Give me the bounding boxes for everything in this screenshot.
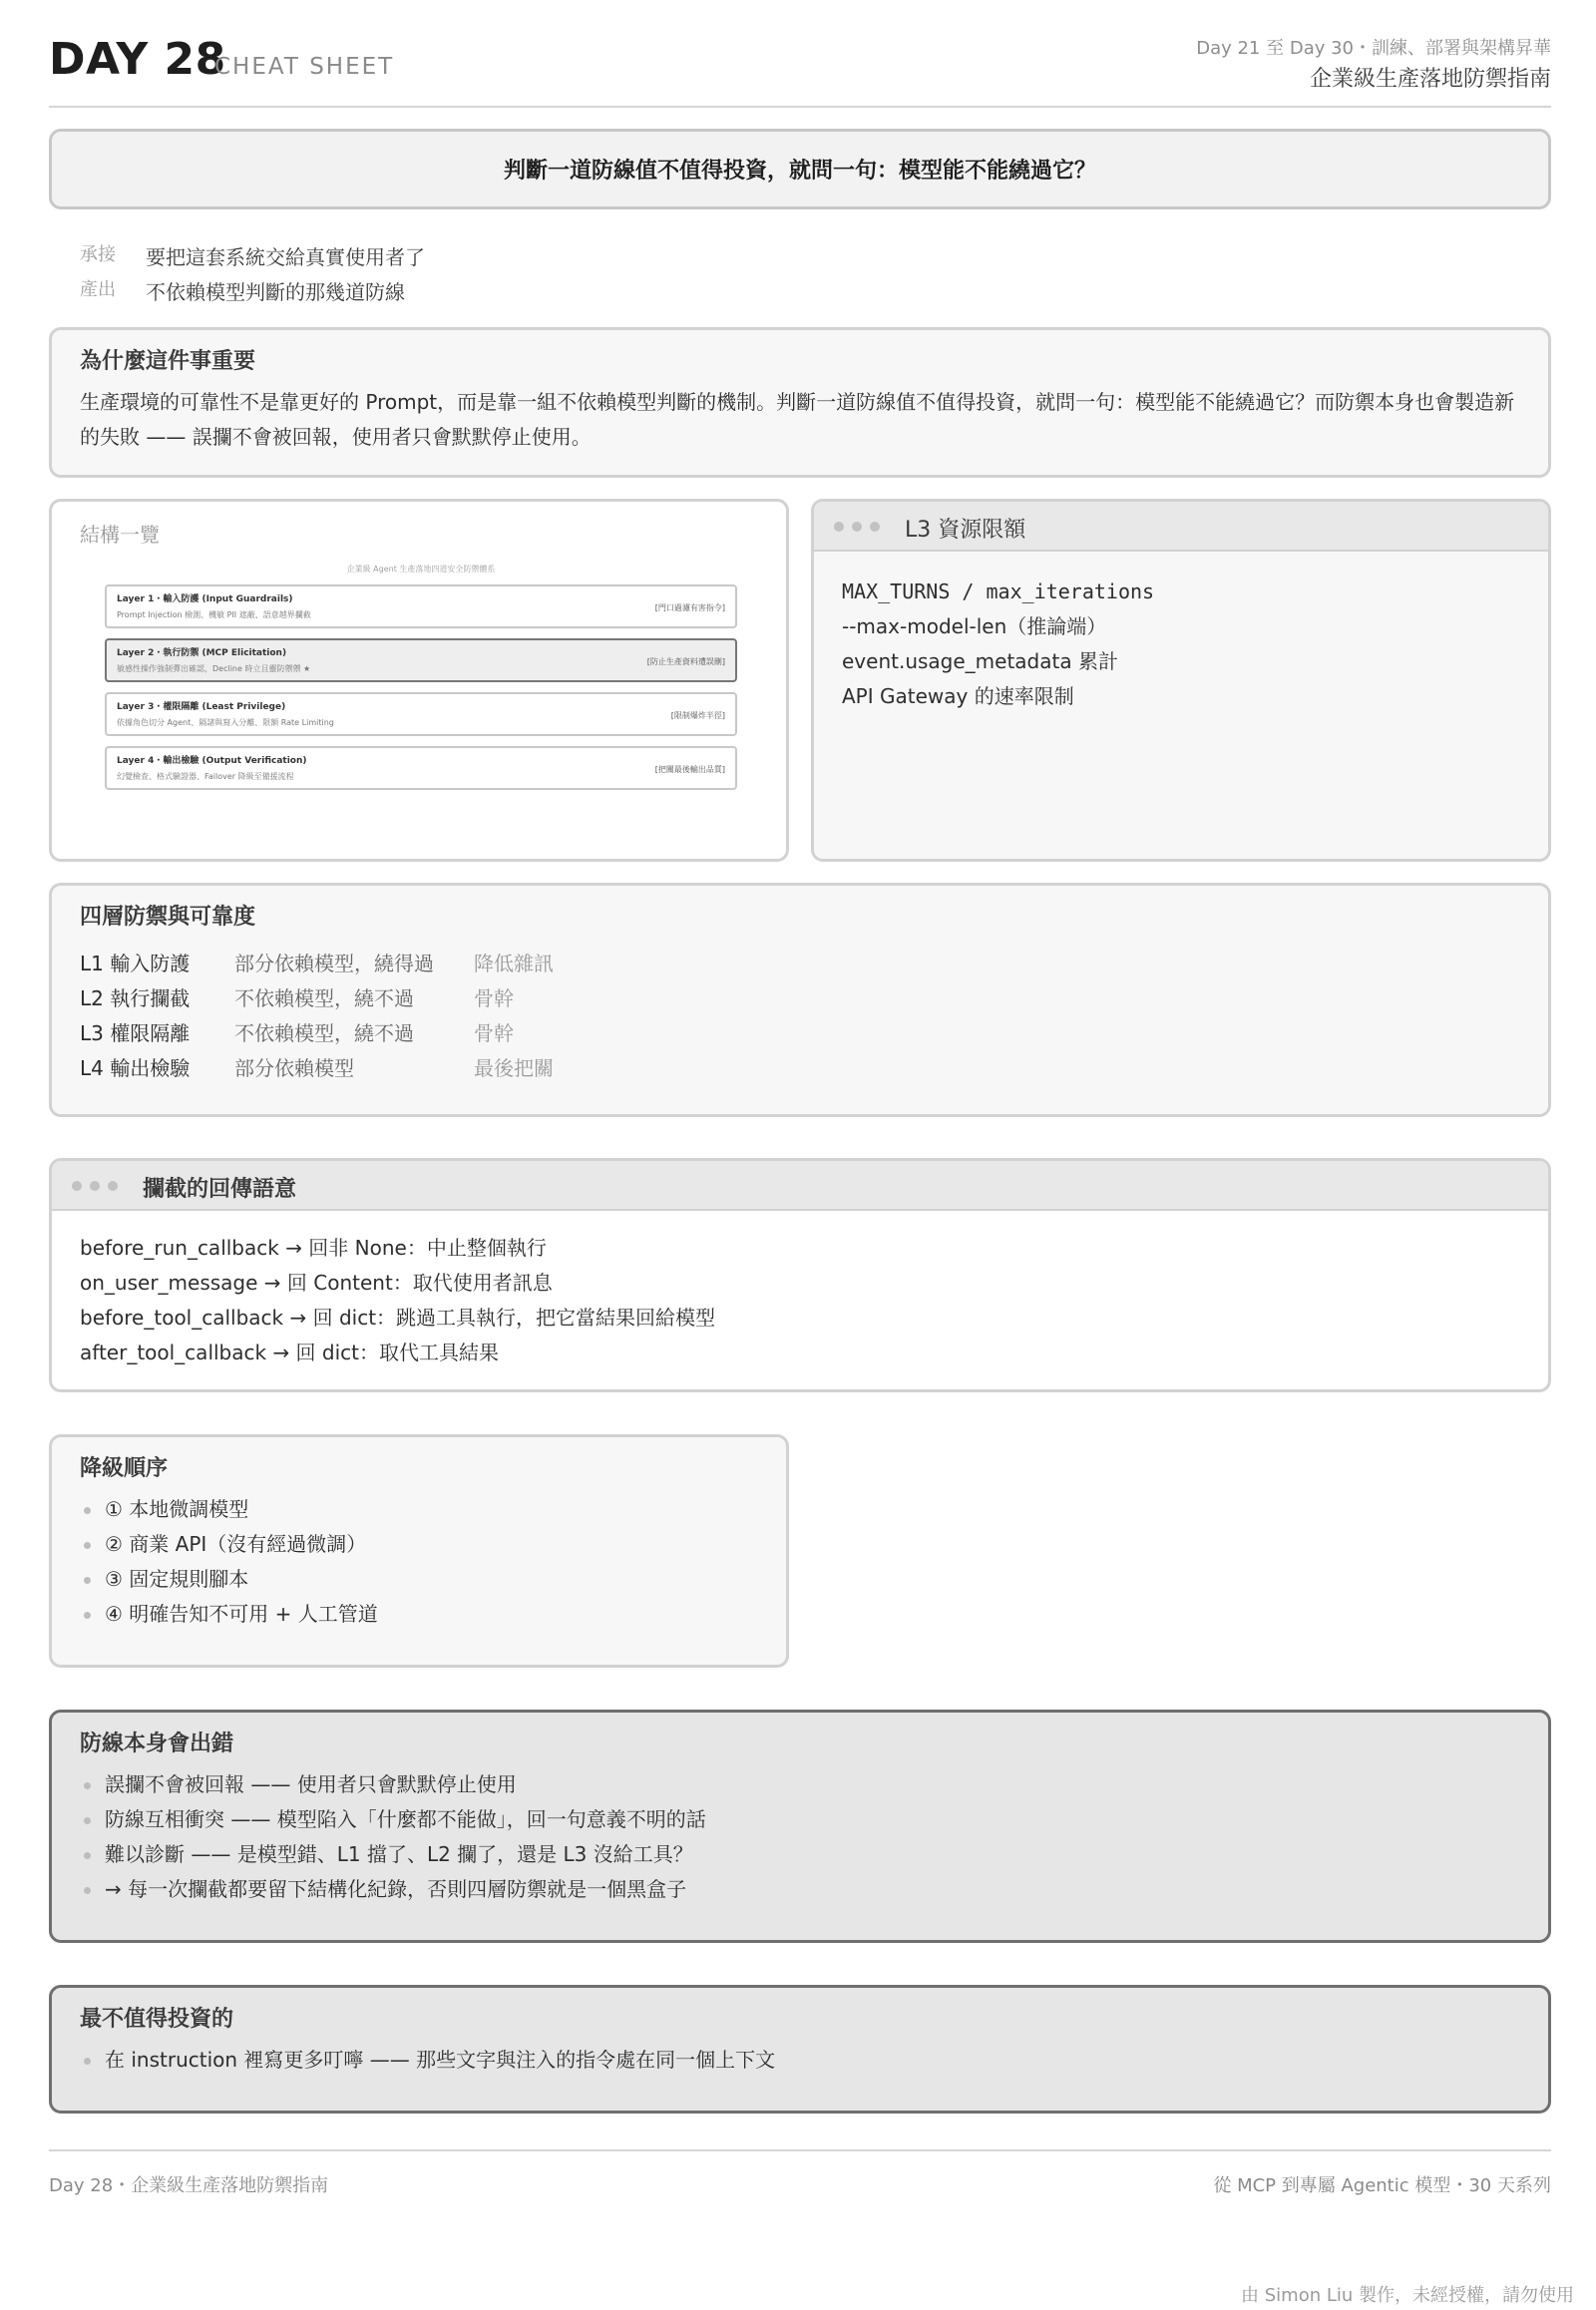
defense-reliance: 部分依賴模型，繞得過 (234, 952, 434, 975)
meta-row (80, 276, 405, 305)
layer-tag: [門口過濾有害指令] (654, 603, 725, 612)
window-dots-icon (834, 522, 880, 532)
callbacks-title: 攔截的回傳語意 (143, 1177, 297, 1202)
defense-card (49, 883, 1551, 1117)
quota-line: API Gateway 的速率限制 (842, 684, 1074, 708)
callback-line: on_user_message → 回 Content：取代使用者訊息 (80, 1271, 553, 1295)
l3-quota-lines (842, 575, 1154, 714)
defense-reliance: 不依賴模型，繞不過 (234, 986, 414, 1010)
footer-left: Day 28・企業級生產落地防禦指南 (49, 2175, 329, 2196)
defense-role: 降低雜訊 (474, 952, 554, 975)
list-item: ① 本地微調模型 (80, 1492, 766, 1527)
list-item: ③ 固定規則腳本 (80, 1562, 766, 1597)
list-item: 防線互相衝突 —— 模型陷入「什麼都不能做」，回一句意義不明的話 (80, 1802, 1528, 1837)
overview-card (49, 499, 789, 862)
fallback-list (80, 1492, 766, 1632)
series-range: Day 21 至 Day 30・訓練、部署與架構昇華 (1196, 38, 1551, 59)
why-text: 生產環境的可靠性不是靠更好的 Prompt，而是靠一組不依賴模型判斷的機制。判斷一道防線值不值得投資，就問一句：模型能不能繞過它？而防禦本身也會製造新的失敗 —— 誤攔不會被回報，使用者只會默默停止使用。 (80, 390, 1515, 449)
defense-layer: L2 執行攔截 (80, 986, 191, 1010)
list-item: → 每一次攔截都要留下結構化紀錄，否則四層防禦就是一個黑盒子 (80, 1872, 1528, 1907)
defense-layer: L4 輸出檢驗 (80, 1056, 191, 1080)
copyright-notice: 由 Simon Liu 製作，未經授權，請勿使用 (1241, 2285, 1574, 2306)
callback-line: after_tool_callback → 回 dict：取代工具結果 (80, 1341, 499, 1364)
defense-role: 骨幹 (474, 1021, 514, 1045)
callbacks-lines (80, 1231, 715, 1370)
failure-title: 防線本身會出錯 (80, 1732, 234, 1756)
l3-quota-title: L3 資源限額 (905, 518, 1026, 543)
window-titlebar (814, 502, 1548, 552)
list-item: ④ 明確告知不可用 + 人工管道 (80, 1597, 766, 1632)
layer-tag: [防止生產資料遭誤刪] (646, 657, 725, 666)
defense-row (80, 982, 514, 1011)
defense-title: 四層防禦與可靠度 (80, 905, 256, 930)
layer-diagram (105, 564, 737, 800)
callbacks-card (49, 1158, 1551, 1392)
key-question-banner: 判斷一道防線值不值得投資，就問一句：模型能不能繞過它？ (49, 129, 1551, 209)
meta-row (80, 241, 425, 270)
window-dots-icon (72, 1181, 118, 1191)
why-title: 為什麼這件事重要 (80, 349, 256, 374)
footer-right: 從 MCP 到專屬 Agentic 模型・30 天系列 (1213, 2175, 1551, 2196)
worst-title: 最不值得投資的 (80, 2007, 234, 2032)
layer-tag: [限制爆炸半徑] (670, 711, 725, 720)
layer-box (105, 746, 737, 790)
layer-desc: 依據角色切分 Agent、隔諸與寫入分離、限額 Rate Limiting (117, 718, 334, 727)
worst-investment-card (49, 1985, 1551, 2114)
defense-row (80, 1017, 514, 1046)
page-footer (49, 2149, 1551, 2196)
l3-quota-card (811, 499, 1551, 862)
list-item: ② 商業 API（沒有經過微調） (80, 1527, 766, 1562)
meta-value: 不依賴模型判斷的那幾道防線 (146, 280, 405, 304)
layer-name: Layer 2・執行防禦 (MCP Elicitation) (117, 648, 287, 658)
worst-list (80, 2043, 1528, 2078)
layer-tag: [把關最後輸出品質] (654, 765, 725, 774)
meta-key: 承接 (80, 244, 116, 265)
cheat-sheet-label: CHEAT SHEET (214, 54, 395, 80)
day-title: DAY 28 (49, 34, 226, 85)
page-header (49, 34, 1551, 108)
list-item: 誤攔不會被回報 —— 使用者只會默默停止使用 (80, 1767, 1528, 1802)
defense-row (80, 1052, 554, 1081)
failure-list (80, 1767, 1528, 1907)
quota-line: --max-model-len（推論端） (842, 614, 1107, 638)
meta-key: 產出 (80, 279, 116, 300)
failure-card (49, 1710, 1551, 1943)
defense-layer: L1 輸入防護 (80, 952, 191, 975)
layer-name: Layer 4・輸出檢驗 (Output Verification) (117, 756, 307, 766)
diagram-caption: 企業級 Agent 生產落地四道安全防禦體系 (346, 565, 496, 574)
window-titlebar (52, 1161, 1548, 1211)
callback-line: before_tool_callback → 回 dict：跳過工具執行，把它當結果回給模型 (80, 1306, 716, 1330)
quota-line: event.usage_metadata 累計 (842, 649, 1118, 673)
topic-title: 企業級生產落地防禦指南 (1309, 67, 1551, 92)
layer-name: Layer 1・輸入防護 (Input Guardrails) (117, 594, 293, 604)
quota-line: MAX_TURNS / max_iterations (842, 579, 1155, 603)
layer-desc: 敏感性操作強制彈出確認，Decline 時立且靈防禦禦 ★ (117, 664, 311, 673)
defense-role: 最後把關 (474, 1056, 554, 1080)
layer-desc: 幻覺檢查、格式驗證器、Failover 降級至備援流程 (117, 772, 294, 781)
why-card (49, 327, 1551, 478)
list-item: 難以診斷 —— 是模型錯、L1 擋了、L2 攔了，還是 L3 沒給工具？ (80, 1837, 1528, 1872)
callback-line: before_run_callback → 回非 None：中止整個執行 (80, 1236, 547, 1260)
defense-row (80, 948, 554, 976)
layer-box (105, 584, 737, 628)
defense-reliance: 不依賴模型，繞不過 (234, 1021, 414, 1045)
list-item: 在 instruction 裡寫更多叮嚀 —— 那些文字與注入的指令處在同一個上下文 (80, 2043, 1528, 2078)
fallback-card (49, 1434, 789, 1668)
layer-name: Layer 3・權限隔離 (Least Privilege) (117, 702, 286, 712)
fallback-title: 降級順序 (80, 1456, 169, 1481)
defense-reliance: 部分依賴模型 (234, 1056, 354, 1080)
defense-role: 骨幹 (474, 986, 514, 1010)
defense-layer: L3 權限隔離 (80, 1021, 191, 1045)
overview-title: 結構一覽 (80, 523, 160, 547)
layer-box (105, 692, 737, 736)
meta-value: 要把這套系統交給真實使用者了 (146, 245, 425, 269)
layer-box-highlighted (105, 638, 737, 682)
layer-desc: Prompt Injection 檢測、機敏 PII 遮蔽、語意越界攔截 (117, 610, 311, 619)
